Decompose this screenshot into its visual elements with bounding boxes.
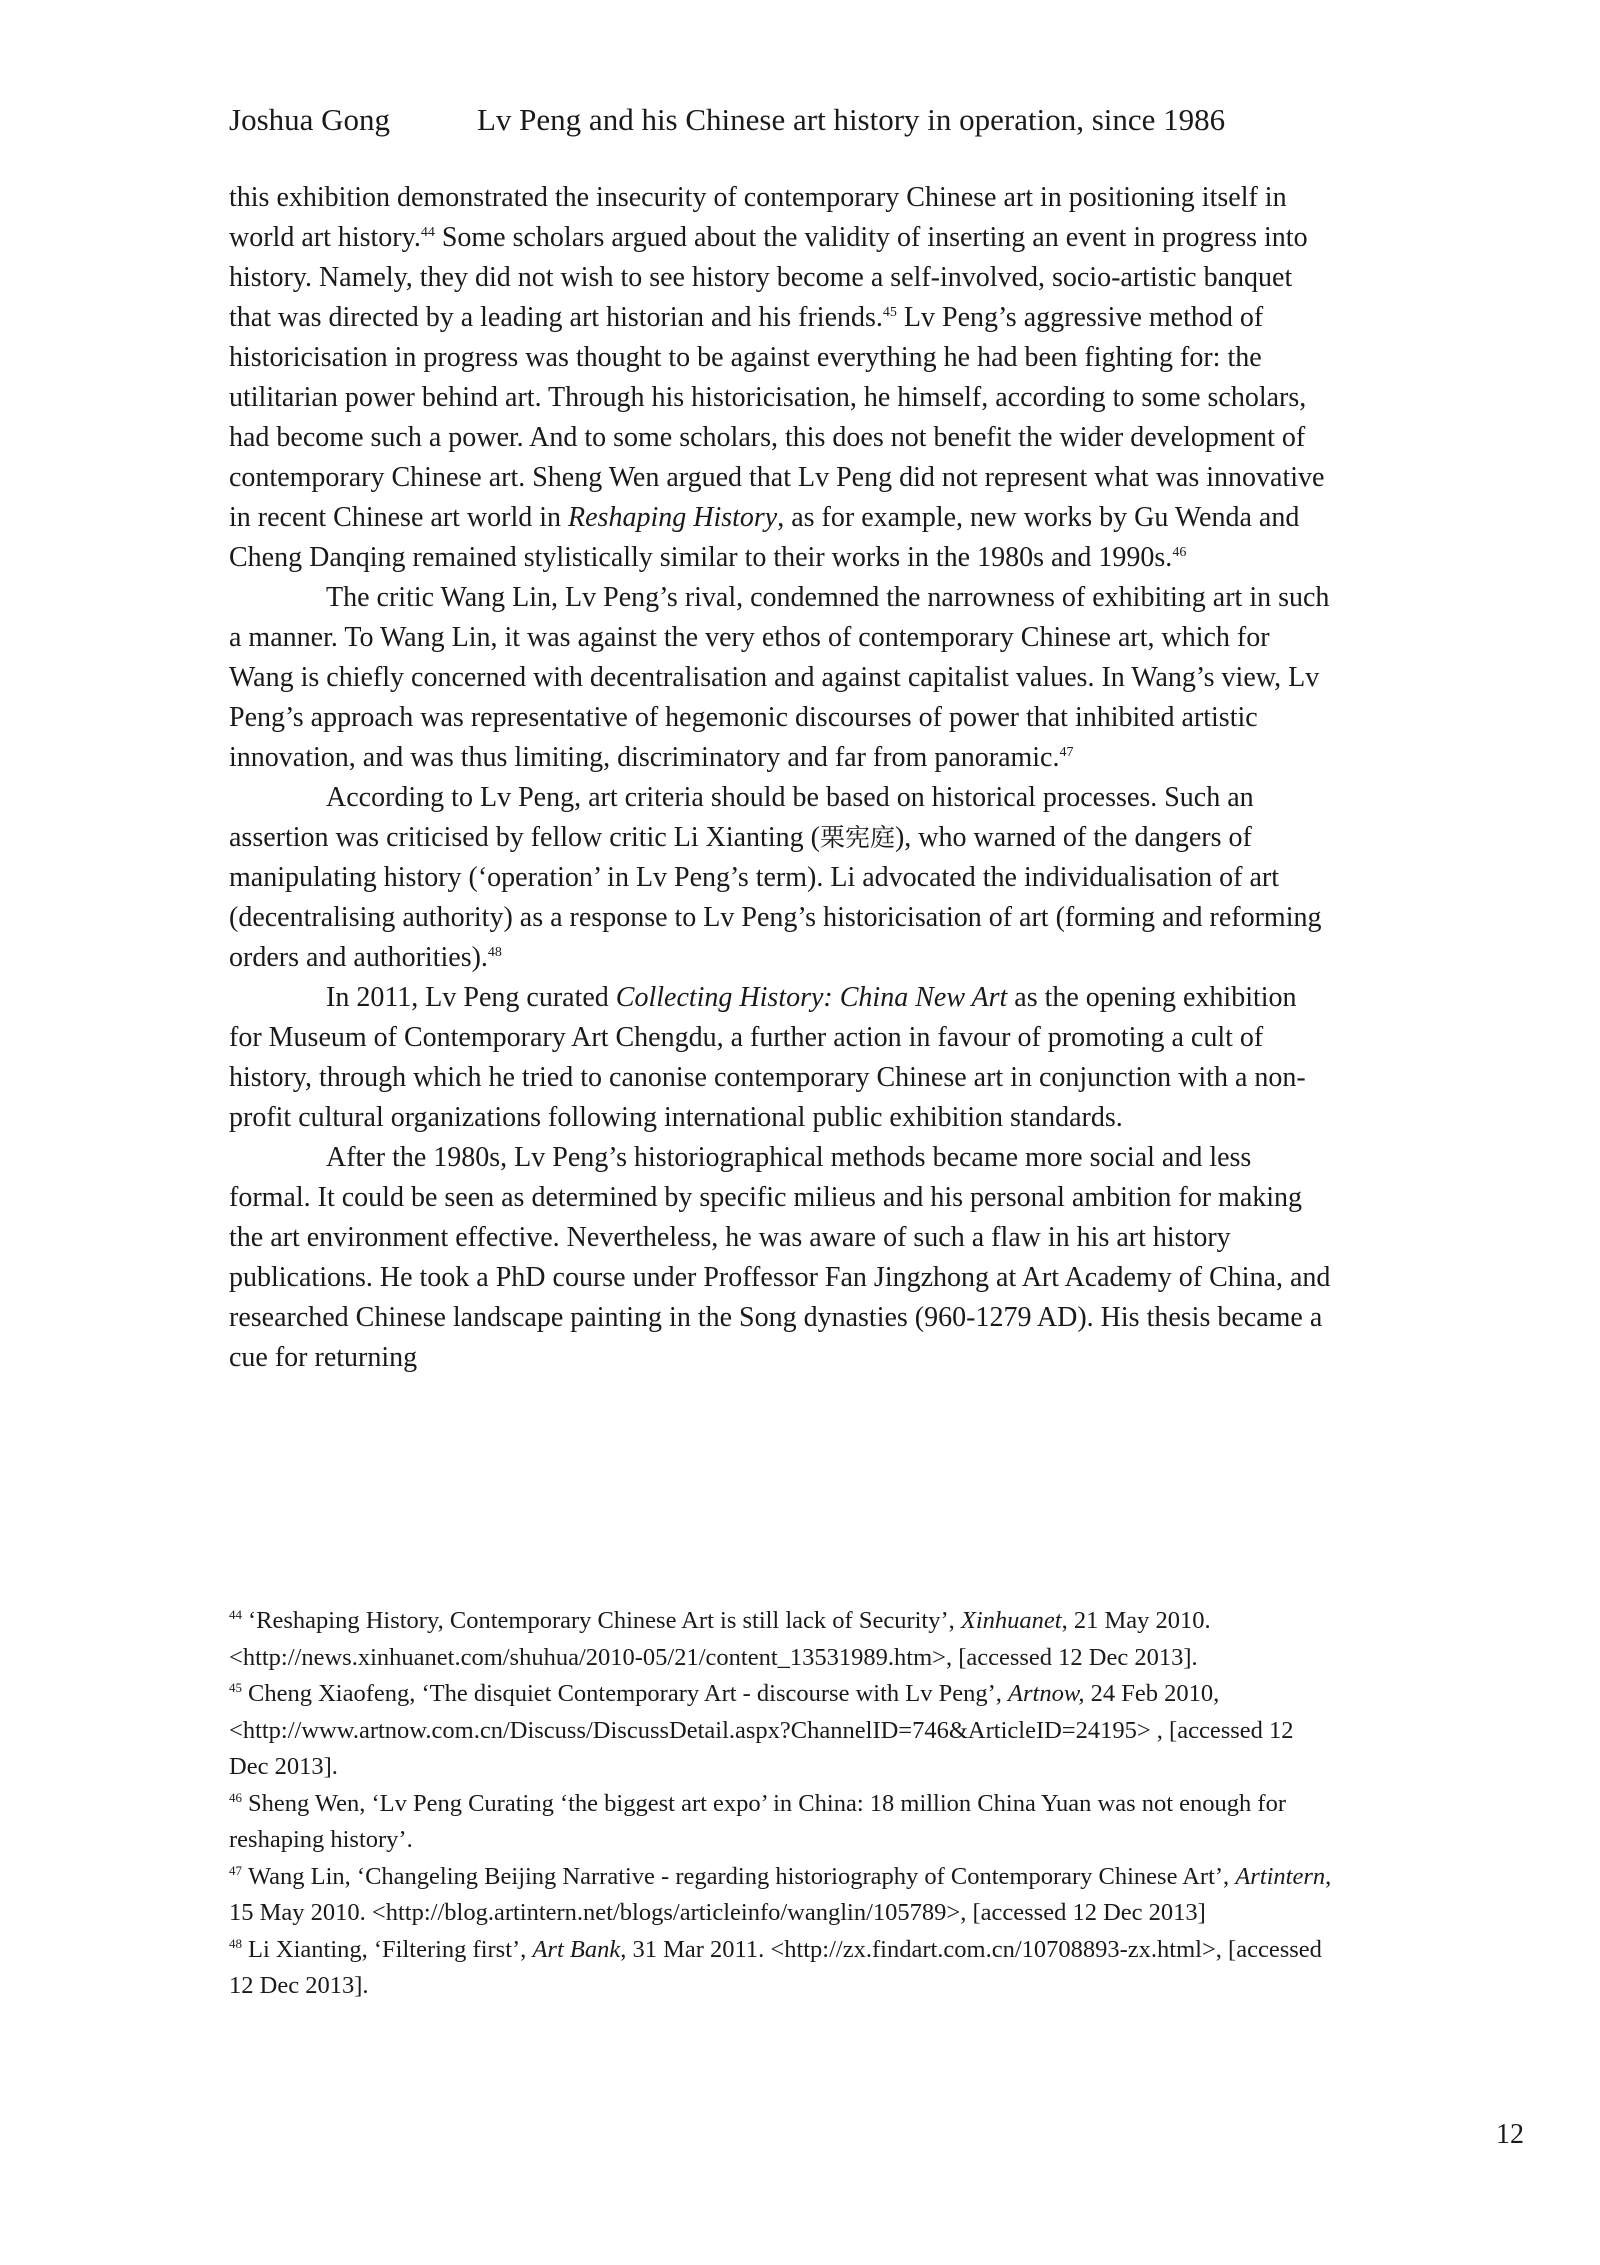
footnote-source: Artnow,	[1008, 1680, 1085, 1707]
footnote-text: 24 Feb 2010, <http://www.artnow.com.cn/Discuss/DiscussDetail.aspx?ChannelID=746&ArticleID=24195> , [accessed 12 Dec 2013].	[229, 1680, 1294, 1780]
paragraph-1	[229, 178, 1334, 578]
footnote-source: Xinhuanet	[960, 1607, 1062, 1634]
footnote-ref-44: 44	[420, 225, 435, 240]
paragraph-text: ), who warned of the dangers of manipulating history (‘operation’ in Lv Peng’s term). Li advocated the individualisation of art (decentralising authority) as a response to Lv Peng’s historicisation of art (forming and reforming orders and authorities).	[229, 822, 1322, 973]
paragraph-4	[229, 978, 1334, 1138]
footnote-number: 46	[229, 1789, 242, 1805]
footnote-source: Art Bank	[532, 1935, 621, 1963]
footnote-46	[229, 1786, 1339, 1859]
footnote-ref-47: 47	[1059, 745, 1074, 760]
paragraph-text: Some scholars argued about the validity of inserting an event in progress into history. Namely, they did not wish to see history become a self-involved, socio-artistic banquet that was directed by a leading art historian and his friends.	[229, 222, 1308, 333]
paragraph-text: In 2011, Lv Peng curated	[326, 982, 616, 1013]
footnote-number: 48	[229, 1935, 242, 1951]
body-text	[229, 178, 1334, 1378]
footnote-47	[229, 1859, 1339, 1932]
footnote-text: Cheng Xiaofeng, ‘The disquiet Contemporary Art - discourse with Lv Peng’,	[248, 1680, 1009, 1707]
paragraph-text: Lv Peng’s aggressive method of historicisation in progress was thought to be against everything he had been fighting for: the utilitarian power behind art. Through his historicisation, he himself, according to some scholars, had become such a power. And to some scholars, this does not benefit the wider development of contemporary Chinese art. Sheng Wen argued that Lv Peng did not represent what was innovative in recent Chinese art world in	[229, 302, 1325, 533]
footnote-number: 47	[229, 1862, 242, 1878]
chinese-name: 栗宪庭	[819, 823, 895, 852]
footnote-text: , 15 May 2010. <http://blog.artintern.net/blogs/articleinfo/wanglin/105789>, [accessed 12 Dec 2013]	[229, 1862, 1332, 1926]
footnote-ref-45: 45	[882, 305, 897, 320]
footnote-ref-46: 46	[1172, 545, 1187, 560]
footnote-48	[229, 1932, 1339, 2005]
footnote-text: Wang Lin, ‘Changeling Beijing Narrative - regarding historiography of Contemporary Chinese Art’,	[248, 1862, 1236, 1890]
footnote-44	[229, 1603, 1339, 1676]
footnote-text: , 31 Mar 2011. <http://zx.findart.com.cn/10708893-zx.html>, [accessed 12 Dec 2013].	[229, 1935, 1322, 1999]
paragraph-text: After the 1980s, Lv Peng’s historiographical methods became more social and less formal. It could be seen as determined by specific milieus and his personal ambition for making the art environment effective. Nevertheless, he was aware of such a flaw in his art history publications. He took a PhD course under Proffessor Fan Jingzhong at Art Academy of China, and researched Chinese landscape painting in the Song dynasties (960-1279 AD). His thesis became a cue for returning	[229, 1142, 1331, 1373]
paragraph-text: as the opening exhibition for Museum of Contemporary Art Chengdu, a further action in favour of promoting a cult of history, through which he tried to canonise contemporary Chinese art in conjunction with a non-profit cultural organizations following international public exhibition standards.	[229, 982, 1306, 1133]
paragraph-text: The critic Wang Lin, Lv Peng’s rival, condemned the narrowness of exhibiting art in such a manner. To Wang Lin, it was against the very ethos of contemporary Chinese art, which for Wang is chiefly concerned with decentralisation and against capitalist values. In Wang’s view, Lv Peng’s approach was representative of hegemonic discourses of power that inhibited artistic innovation, and was thus limiting, discriminatory and far from panoramic.	[229, 582, 1330, 773]
footnote-45	[229, 1676, 1339, 1786]
italic-title: Collecting History: China New Art	[615, 982, 1008, 1013]
paragraph-text: , as for example, new works by Gu Wenda and Cheng Danqing remained stylistically similar to their works in the 1980s and 1990s.	[229, 502, 1300, 573]
footnote-number: 45	[229, 1680, 242, 1695]
footnote-text: ‘Reshaping History, Contemporary Chinese Art is still lack of Security’,	[248, 1607, 961, 1634]
footnote-ref-48: 48	[487, 945, 502, 960]
paragraph-5	[229, 1138, 1334, 1378]
footnote-text: Li Xianting, ‘Filtering first’,	[248, 1935, 533, 1963]
paragraph-3	[229, 778, 1334, 978]
header-title: Lv Peng and his Chinese art history in operation, since 1986	[477, 102, 1226, 137]
footnote-text: , 21 May 2010. <http://news.xinhuanet.com/shuhua/2010-05/21/content_13531989.htm>, [accessed 12 Dec 2013].	[229, 1607, 1211, 1671]
footnote-source: Artintern	[1235, 1862, 1326, 1890]
paragraph-2	[229, 578, 1334, 778]
header-author: Joshua Gong	[229, 102, 391, 137]
footnote-number: 44	[229, 1607, 242, 1622]
footnote-text: Sheng Wen, ‘Lv Peng Curating ‘the biggest art expo’ in China: 18 million China Yuan was not enough for reshaping history’.	[229, 1789, 1286, 1853]
page-number: 12	[1496, 2119, 1524, 2150]
running-header	[229, 100, 1334, 140]
footnotes	[229, 1603, 1339, 2005]
paragraph-text: According to Lv Peng, art criteria should be based on historical processes. Such an assertion was criticised by fellow critic Li Xianting (	[229, 782, 1254, 853]
paragraph-text: this exhibition demonstrated the insecurity of contemporary Chinese art in positioning itself in world art history.	[229, 182, 1287, 253]
italic-title: Reshaping History	[568, 502, 778, 533]
